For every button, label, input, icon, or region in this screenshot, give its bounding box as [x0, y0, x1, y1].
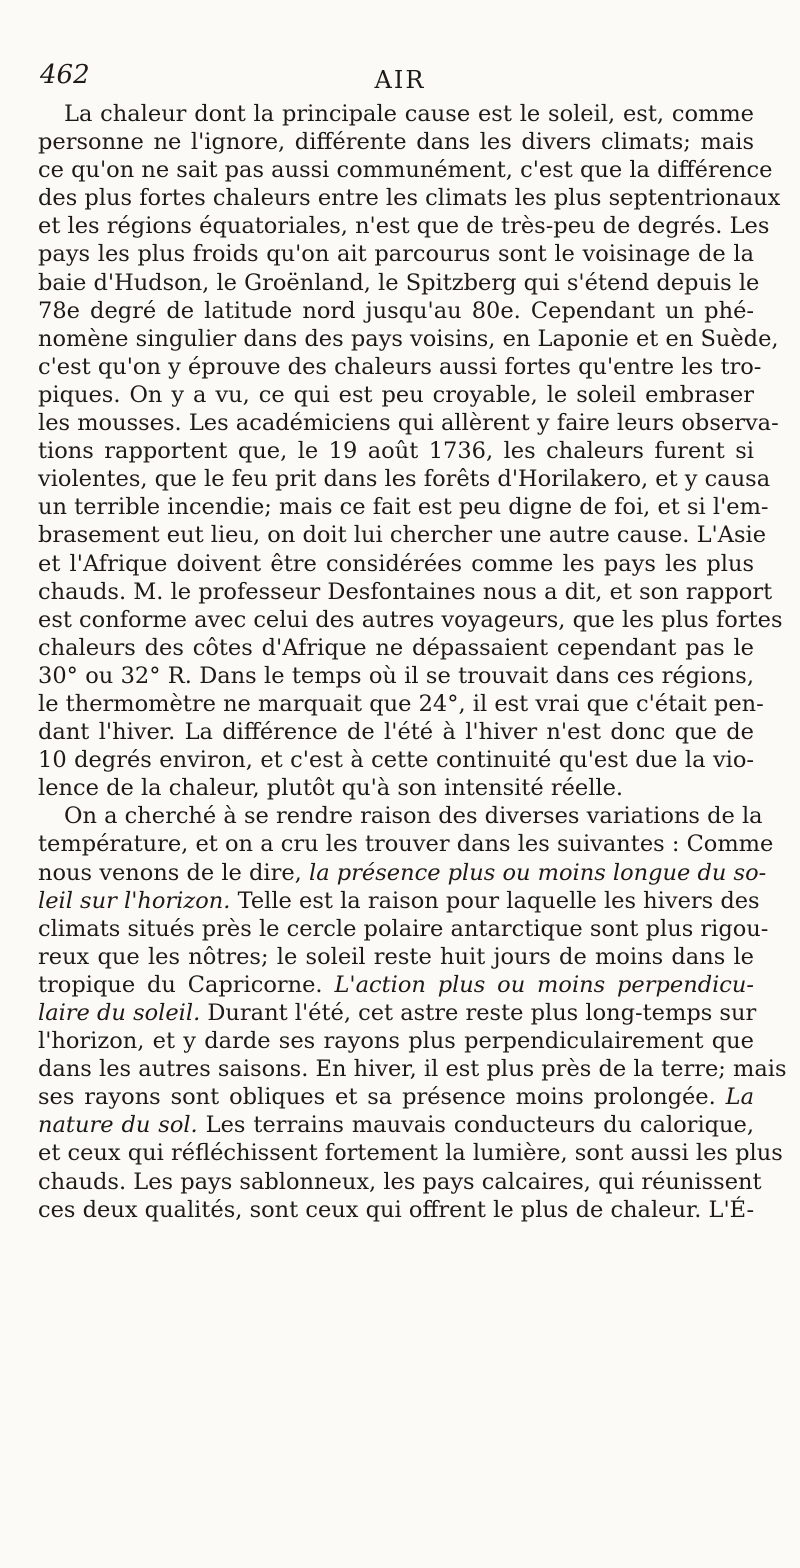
text-run: est conforme avec celui des autres voyageurs, que les plus fortes: [38, 606, 783, 633]
text-line: [38, 1196, 754, 1224]
text-run: La chaleur dont la principale cause est le soleil, est, comme: [64, 101, 754, 127]
text-run: nomène singulier dans des pays voisins, en Laponie et en Suède,: [38, 325, 779, 352]
running-head: AIR: [374, 66, 426, 94]
text-line: [38, 521, 767, 549]
text-line: [38, 830, 774, 858]
text-line: [38, 887, 760, 915]
text-run: et l'Afrique doivent être considérées comme les pays les plus: [38, 550, 754, 577]
text-line: [38, 971, 754, 999]
text-line: [38, 128, 754, 156]
text-run: chaleurs des côtes d'Afrique ne dépassaient cependant pas le: [38, 634, 754, 661]
text-line: [38, 802, 763, 830]
text-line: [38, 774, 754, 802]
italic-run: la présence plus ou moins longue du so-: [309, 859, 767, 886]
text-line: [38, 746, 754, 774]
text-run: tions rapportent que, le 19 août 1736, les chaleurs furent si: [38, 438, 754, 465]
text-line: [38, 859, 767, 887]
text-line: [38, 718, 754, 746]
italic-run: laire du soleil.: [38, 1000, 201, 1026]
page-header: [0, 60, 800, 100]
italic-run: nature du sol.: [38, 1112, 198, 1139]
text-line: [38, 943, 754, 971]
text-run: dans les autres saisons. En hiver, il est plus près de la terre; mais: [38, 1056, 787, 1083]
text-run: l'horizon, et y darde ses rayons plus perpendiculairement que: [38, 1028, 754, 1055]
text-run: ces deux qualités, sont ceux qui offrent le plus de chaleur. L'É-: [38, 1196, 755, 1223]
text-run: température, et on a cru les trouver dans les suivantes : Comme: [38, 831, 774, 858]
text-run: tropique du Capricorne.: [38, 971, 335, 998]
text-line: [38, 156, 773, 184]
text-run: des plus fortes chaleurs entre les climats les plus septentrionaux: [38, 185, 781, 212]
text-run: Les terrains mauvais conducteurs du calorique,: [197, 1112, 754, 1139]
text-line: [38, 437, 754, 465]
text-run: pays les plus froids qu'on ait parcourus sont le voisinage de la: [38, 241, 754, 268]
text-run: ce qu'on ne sait pas aussi communément, c'est que la différence: [38, 157, 773, 184]
text-line: [38, 100, 754, 128]
text-line: [38, 465, 771, 493]
text-line: [38, 381, 754, 409]
text-line: [38, 1055, 787, 1083]
italic-run: La: [725, 1084, 754, 1111]
text-line: [38, 690, 764, 718]
text-run: chauds. Les pays sablonneux, les pays calcaires, qui réunissent: [38, 1168, 762, 1195]
text-line: [38, 184, 781, 212]
text-line: [38, 269, 760, 297]
text-run: personne ne l'ignore, différente dans les divers climats; mais: [38, 129, 754, 156]
body-text: [38, 100, 787, 1224]
text-run: et les régions équatoriales, n'est que de très-peu de degrés. Les: [38, 213, 770, 240]
text-run: ses rayons sont obliques et sa présence moins prolongée.: [38, 1084, 726, 1111]
text-run: chauds. M. le professeur Desfontaines nous a dit, et son rapport: [38, 578, 773, 605]
page-number: 462: [40, 60, 90, 90]
italic-run: L'action plus ou moins perpendicu-: [334, 971, 754, 998]
text-line: [38, 240, 754, 268]
text-line: [38, 325, 779, 353]
text-line: [38, 1083, 754, 1111]
text-run: 78e degré de latitude nord jusqu'au 80e. Cependant un phé-: [38, 297, 754, 324]
text-line: [38, 1111, 754, 1139]
text-run: violentes, que le feu prit dans les forêts d'Horilakero, et y causa: [38, 466, 771, 493]
text-run: c'est qu'on y éprouve des chaleurs aussi fortes qu'entre les tro-: [38, 353, 762, 380]
text-run: piques. On y a vu, ce qui est peu croyable, le soleil embraser: [38, 381, 754, 408]
text-run: 10 degrés environ, et c'est à cette continuité qu'est due la vio-: [38, 747, 754, 774]
text-run: nous venons de le dire,: [38, 859, 309, 886]
text-line: [38, 550, 754, 578]
text-line: [38, 297, 754, 325]
text-run: Durant l'été, cet astre reste plus long-temps sur: [200, 1000, 757, 1026]
text-line: [38, 999, 757, 1027]
text-line: [38, 1027, 754, 1055]
text-run: les mousses. Les académiciens qui allèrent y faire leurs observa-: [38, 410, 779, 437]
text-run: On a cherché à se rendre raison des diverses variations de la: [64, 803, 763, 830]
text-line: [38, 409, 779, 437]
text-line: [38, 1168, 762, 1196]
text-run: le thermomètre ne marquait que 24°, il est vrai que c'était pen-: [38, 690, 764, 717]
text-line: [38, 493, 769, 521]
italic-run: leil sur l'horizon.: [38, 887, 231, 914]
text-line: [38, 634, 754, 662]
text-run: et ceux qui réfléchissent fortement la lumière, sont aussi les plus: [38, 1140, 783, 1167]
text-run: reux que les nôtres; le soleil reste huit jours de moins dans le: [38, 943, 754, 970]
text-run: baie d'Hudson, le Groënland, le Spitzberg qui s'étend depuis le: [38, 269, 760, 296]
text-line: [38, 606, 783, 634]
text-run: lence de la chaleur, plutôt qu'à son intensité réelle.: [38, 775, 624, 802]
text-line: [38, 578, 773, 606]
text-run: un terrible incendie; mais ce fait est peu digne de foi, et si l'em-: [38, 494, 769, 521]
text-line: [38, 1139, 783, 1167]
text-run: brasement eut lieu, on doit lui chercher une autre cause. L'Asie: [38, 522, 767, 549]
text-line: [38, 662, 754, 690]
text-run: 30° ou 32° R. Dans le temps où il se trouvait dans ces régions,: [38, 662, 754, 689]
text-line: [38, 212, 770, 240]
text-line: [38, 915, 769, 943]
text-run: climats situés près le cercle polaire antarctique sont plus rigou-: [38, 915, 769, 942]
text-run: dant l'hiver. La différence de l'été à l'hiver n'est donc que de: [38, 719, 754, 746]
text-run: Telle est la raison pour laquelle les hivers des: [230, 887, 760, 914]
text-line: [38, 353, 762, 381]
